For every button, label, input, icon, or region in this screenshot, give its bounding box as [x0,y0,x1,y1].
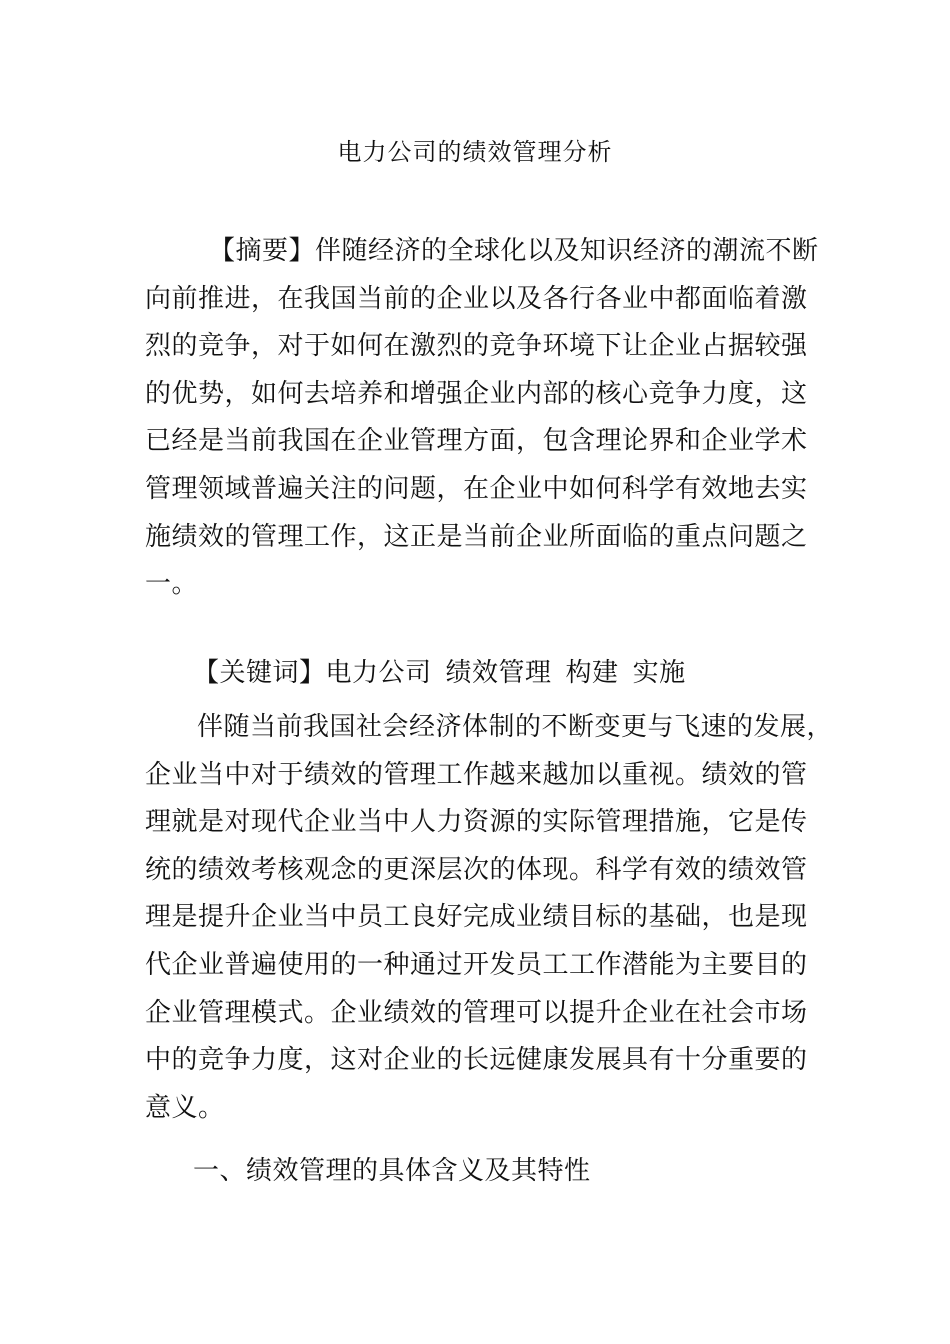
keywords-label: 【关键词】 [193,658,326,688]
body-line: 伴随当前我国社会经济体制的不断变更与飞速的发展， [197,712,834,742]
keywords-line [193,651,686,695]
body-line: 统的绩效考核观念的更深层次的体现。科学有效的绩效管 [145,854,808,885]
body-line: 理是提升企业当中员工良好完成业绩目标的基础，也是现 [145,902,808,933]
section-heading: 一、绩效管理的具体含义及其特性 [193,1156,591,1186]
body-line: 中的竞争力度，这对企业的长远健康发展具有十分重要的 [145,1045,808,1076]
body-line: 代企业普遍使用的一种通过开发员工工作潜能为主要目的 [145,949,808,980]
abstract-line: 施绩效的管理工作，这正是当前企业所面临的重点问题之 [145,521,808,552]
intro-paragraph [145,704,834,1132]
document-title: 电力公司的绩效管理分析 [337,138,613,166]
abstract-paragraph [145,228,819,609]
abstract-line: 已经是当前我国在企业管理方面，包含理论界和企业学术 [145,426,808,457]
body-line: 意义。 [145,1092,225,1123]
keyword: 电力公司 [325,658,432,688]
abstract-line: 【摘要】伴随经济的全球化以及知识经济的潮流不断 [209,236,819,266]
body-line: 企业当中对于绩效的管理工作越来越加以重视。绩效的管 [145,759,808,790]
keyword: 绩效管理 [445,658,552,688]
keyword: 实施 [632,658,686,688]
body-line: 理就是对现代企业当中人力资源的实际管理措施，它是传 [145,807,808,838]
body-line: 企业管理模式。企业绩效的管理可以提升企业在社会市场 [145,997,808,1028]
abstract-line: 的优势，如何去培养和增强企业内部的核心竞争力度，这 [145,378,808,409]
keyword: 构建 [565,658,619,688]
abstract-line: 向前推进，在我国当前的企业以及各行各业中都面临着激 [145,283,808,314]
abstract-line: 一。 [145,569,199,600]
abstract-line: 管理领域普遍关注的问题，在企业中如何科学有效地去实 [145,473,808,504]
abstract-line: 烈的竞争，对于如何在激烈的竞争环境下让企业占据较强 [145,331,808,362]
